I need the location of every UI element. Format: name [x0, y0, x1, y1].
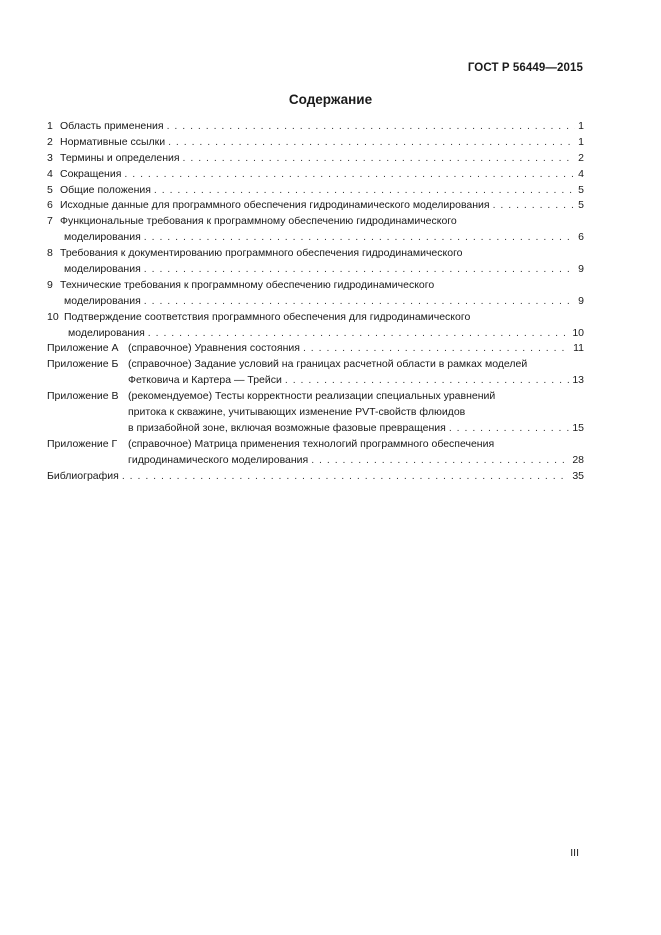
toc-entry-label: Фетковича и Картера — Трейси	[128, 374, 282, 387]
toc-entry-label: Исходные данные для программного обеспечения гидродинамического моделирования	[60, 199, 490, 212]
toc-page-number: 9	[578, 263, 584, 276]
page-number: III	[570, 847, 579, 859]
toc-dot-leader	[449, 421, 569, 437]
toc-entry-number: 4	[47, 167, 53, 180]
toc-dot-leader	[493, 198, 576, 214]
toc-entry-label: Функциональные требования к программному обеспечению гидродинамического	[60, 215, 457, 228]
toc-entry-label: Подтверждение соответствия программного обеспечения для гидродинамического	[64, 310, 471, 323]
toc-entry-label: Сокращения	[60, 167, 122, 180]
toc-page-number: 1	[578, 120, 584, 132]
toc-dot-leader	[285, 373, 569, 389]
toc-entry-label: Общие положения	[60, 183, 151, 196]
toc-entry[interactable]	[47, 151, 584, 167]
toc-page-number: 4	[578, 167, 584, 180]
toc-entry[interactable]	[47, 310, 584, 342]
page-title: Содержание	[288, 92, 373, 107]
toc-entry-label: притока к скважине, учитывающих изменение PVT-свойств флюидов	[128, 406, 466, 419]
toc-page-number: 5	[578, 183, 584, 196]
toc-page-number: 5	[578, 199, 584, 212]
toc-entry[interactable]	[47, 183, 584, 199]
toc-entry-label: гидродинамического моделирования	[128, 453, 309, 466]
toc-entry-number: Библиография	[47, 469, 119, 482]
toc-dot-leader	[144, 294, 575, 310]
toc-entry-label: моделирования	[68, 326, 145, 339]
toc-entry-number: Приложение В	[47, 390, 119, 403]
toc-entry-label: моделирования	[64, 263, 141, 276]
toc-dot-leader	[183, 151, 576, 167]
toc-entry-label: Требования к документированию программного обеспечения гидродинамического	[60, 247, 463, 260]
toc-page-number: 15	[572, 421, 584, 434]
toc-page-number: 10	[572, 326, 584, 339]
toc-entry-label: моделирования	[64, 294, 141, 307]
toc-dot-leader	[311, 453, 569, 469]
toc-dot-leader	[148, 326, 570, 342]
toc-entry-number: 5	[47, 183, 53, 196]
toc-entry[interactable]	[47, 214, 584, 246]
toc-dot-leader	[168, 135, 575, 151]
toc-page-number: 28	[572, 453, 584, 466]
toc-entry-label: (рекомендуемое) Тесты корректности реализации специальных уравнений	[128, 390, 496, 403]
toc-entry[interactable]	[47, 469, 584, 485]
toc-entry[interactable]	[47, 437, 584, 469]
toc-entry[interactable]	[47, 135, 584, 151]
toc-entry-number: 7	[47, 215, 53, 228]
toc-entry[interactable]	[47, 198, 584, 214]
toc-page-number: 35	[572, 469, 584, 482]
toc-page-number: 13	[572, 374, 584, 387]
toc-dot-leader	[144, 262, 575, 278]
toc-entry-label: Область применения	[60, 120, 164, 132]
toc-entry-label: (справочное) Уравнения состояния	[128, 342, 300, 355]
toc-entry-number: Приложение А	[47, 342, 119, 355]
toc-entry-number: 2	[47, 135, 53, 148]
toc-entry-number: Приложение Г	[47, 437, 118, 450]
toc-dot-leader	[122, 469, 569, 485]
toc-entry-number: 10	[47, 310, 59, 323]
toc-entry-number: 9	[47, 278, 53, 291]
toc-page-number: 6	[578, 231, 584, 244]
toc-page-number: 2	[578, 151, 584, 164]
toc-entry[interactable]	[47, 341, 584, 357]
toc-entry-number: 8	[47, 247, 53, 260]
toc-dot-leader	[167, 119, 576, 135]
table-of-contents	[47, 119, 584, 484]
toc-dot-leader	[144, 230, 575, 246]
toc-entry-number: 1	[47, 120, 53, 132]
toc-page-number: 11	[573, 342, 584, 355]
toc-page-number: 9	[578, 294, 584, 307]
toc-entry-number: Приложение Б	[47, 358, 119, 371]
toc-entry-label: (справочное) Задание условий на границах расчетной области в рамках моделей	[128, 358, 528, 371]
toc-entry-label: в призабойной зоне, включая возможные фазовые превращения	[128, 421, 446, 434]
toc-entry[interactable]	[47, 119, 584, 135]
toc-entry[interactable]	[47, 357, 584, 389]
toc-entry[interactable]	[47, 278, 584, 310]
toc-entry-label: Термины и определения	[60, 151, 180, 164]
toc-dot-leader	[154, 183, 575, 199]
toc-dot-leader	[303, 341, 570, 357]
toc-entry-label: (справочное) Матрица применения технологий программного обеспечения	[128, 437, 495, 450]
toc-entry-label: Нормативные ссылки	[60, 135, 166, 148]
toc-entry[interactable]	[47, 246, 584, 278]
toc-entry[interactable]	[47, 389, 584, 437]
document-code: ГОСТ Р 56449—2015	[467, 62, 583, 74]
toc-entry-number: 6	[47, 199, 53, 212]
toc-entry-label: моделирования	[64, 231, 141, 244]
toc-entry-number: 3	[47, 151, 53, 164]
toc-entry[interactable]	[47, 167, 584, 183]
toc-dot-leader	[124, 167, 575, 183]
toc-entry-label: Технические требования к программному обеспечению гидродинамического	[60, 278, 435, 291]
toc-page-number: 1	[578, 135, 584, 148]
